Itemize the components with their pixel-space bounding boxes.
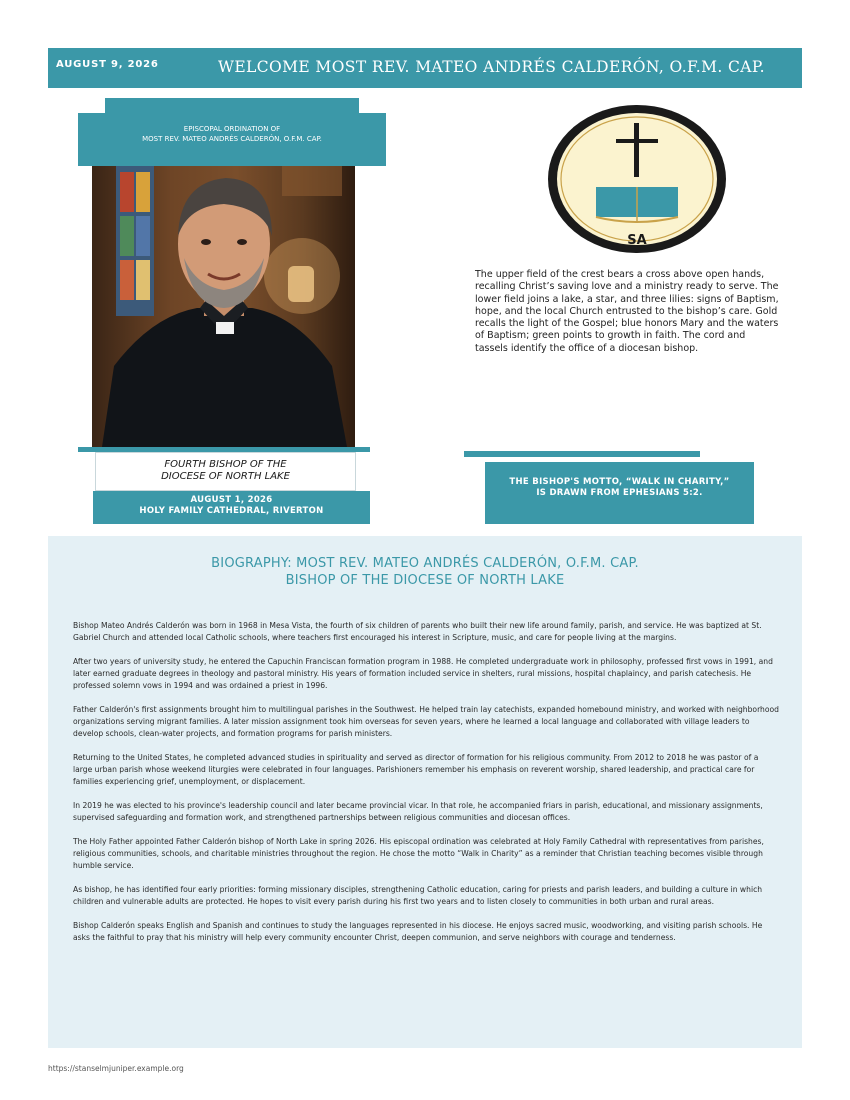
biography-body	[73, 620, 779, 956]
ordination-date: AUGUST 1, 2026	[190, 495, 273, 505]
motto-line-1: THE BISHOP'S MOTTO, “WALK IN CHARITY,”	[509, 477, 730, 487]
biography-paragraph: Bishop Calderón speaks English and Spanish and continues to study the languages represented in his diocese. He enjoys sacred music, woodworking, and visiting parish schools. He asks the faithful to pray that his ministry will help every community encounter Christ, deepen communion, and serve neighbors with courage and tenderness.	[73, 921, 763, 942]
ordination-line-2: MOST REV. MATEO ANDRÉS CALDERÓN, O.F.M. CAP.	[142, 134, 322, 143]
biography-paragraph: Bishop Mateo Andrés Calderón was born in 1968 in Mesa Vista, the fourth of six children of parents who built their new life around family, parish, and service. He was baptized at St. Gabriel Church and attended local Catholic schools, where teachers first encouraged his interest in Scripture, music, and care for people living at the margins.	[73, 621, 762, 642]
biography-paragraph: Returning to the United States, he completed advanced studies in spirituality and served as director of formation for his religious community. From 2012 to 2018 he was pastor of a large urban parish whose weekend liturgies were celebrated in four languages. Parishioners remember his emphasis on reverent worship, shared leadership, and practical care for families experiencing grief, unemployment, or displacement.	[73, 753, 759, 786]
biography-title	[48, 555, 802, 589]
ordination-tab-decoration	[105, 98, 359, 114]
crest-description: The upper field of the crest bears a cross above open hands, recalling Christ’s saving love and a ministry ready to serve. The lower field joins a lake, a star, and three lilies: signs of Baptism, hope, and the local Church entrusted to the bishop’s care. Gold recalls the light of the Gospel; blue honors Mary and the waters of Baptism; green points to growth in faith. The cord and tassels identify the office of a diocesan bishop.	[475, 269, 779, 354]
bishop-portrait-illustration	[92, 166, 355, 447]
biography-paragraph: In 2019 he was elected to his province's leadership council and later became provincial vicar. In that role, he accompanied friars in parish, educational, and missionary assignments, supervised safeguarding and formation work, and strengthened partnerships between religious communities and diocesan offices.	[73, 801, 763, 822]
biography-paragraph: Father Calderón's first assignments brought him to multilingual parishes in the Southwest. He helped train lay catechists, expanded homebound ministry, and worked with neighborhood organizations serving migrant families. A later mission assignment took him overseas for seven years, where he learned a local language and collaborated with village leaders to develop schools, clean-water projects, and formation programs for parish ministers.	[73, 705, 779, 738]
footer-url: https://stanselmjuniper.example.org	[48, 1064, 184, 1073]
header-welcome-title: WELCOME MOST REV. MATEO ANDRÉS CALDERÓN, O.F.M. CAP.	[218, 58, 765, 76]
cross-book-crest-icon	[546, 103, 728, 255]
motto-banner	[485, 462, 754, 524]
header-date: AUGUST 9, 2026	[56, 59, 159, 70]
crest-icon	[546, 103, 728, 255]
bishop-title-line-1: FOURTH BISHOP OF THE	[164, 459, 287, 470]
bishop-title-card	[95, 452, 356, 491]
biography-title-line-1: BIOGRAPHY: MOST REV. MATEO ANDRÉS CALDERÓN, O.F.M. CAP.	[211, 556, 639, 571]
ordination-banner	[78, 113, 386, 166]
ordination-place: HOLY FAMILY CATHEDRAL, RIVERTON	[139, 506, 324, 516]
header-bar	[48, 48, 802, 88]
ordination-details-banner	[93, 491, 370, 524]
bishop-portrait	[92, 166, 355, 447]
motto-line-2: IS DRAWN FROM EPHESIANS 5:2.	[536, 488, 703, 498]
crest-initials: SA	[627, 233, 647, 248]
biography-paragraph: As bishop, he has identified four early priorities: forming missionary disciples, strengthening Catholic education, caring for priests and parish leaders, and building a culture in which children and vulnerable adults are protected. He hopes to visit every parish during his first two years and to listen closely to communities in both urban and rural areas.	[73, 885, 763, 906]
motto-accent-strip	[464, 451, 700, 457]
biography-paragraph: After two years of university study, he entered the Capuchin Franciscan formation program in 1988. He completed undergraduate work in philosophy, professed first vows in 1991, and later earned graduate degrees in theology and pastoral ministry. His years of formation included service in shelters, rural missions, hospital chaplaincy, and parish catechesis. He professed solemn vows in 1994 and was ordained a priest in 1996.	[73, 657, 773, 690]
biography-section	[48, 536, 802, 1048]
biography-paragraph: The Holy Father appointed Father Calderón bishop of North Lake in spring 2026. His episcopal ordination was celebrated at Holy Family Cathedral with representatives from parishes, religious communities, schools, and charitable ministries throughout the region. He chose the motto “Walk in Charity” as a reminder that Christian teaching becomes visible through humble service.	[73, 837, 764, 870]
biography-title-line-2: BISHOP OF THE DIOCESE OF NORTH LAKE	[285, 573, 565, 588]
ordination-line-1: EPISCOPAL ORDINATION OF	[183, 125, 281, 133]
bishop-title-line-2: DIOCESE OF NORTH LAKE	[161, 471, 290, 482]
